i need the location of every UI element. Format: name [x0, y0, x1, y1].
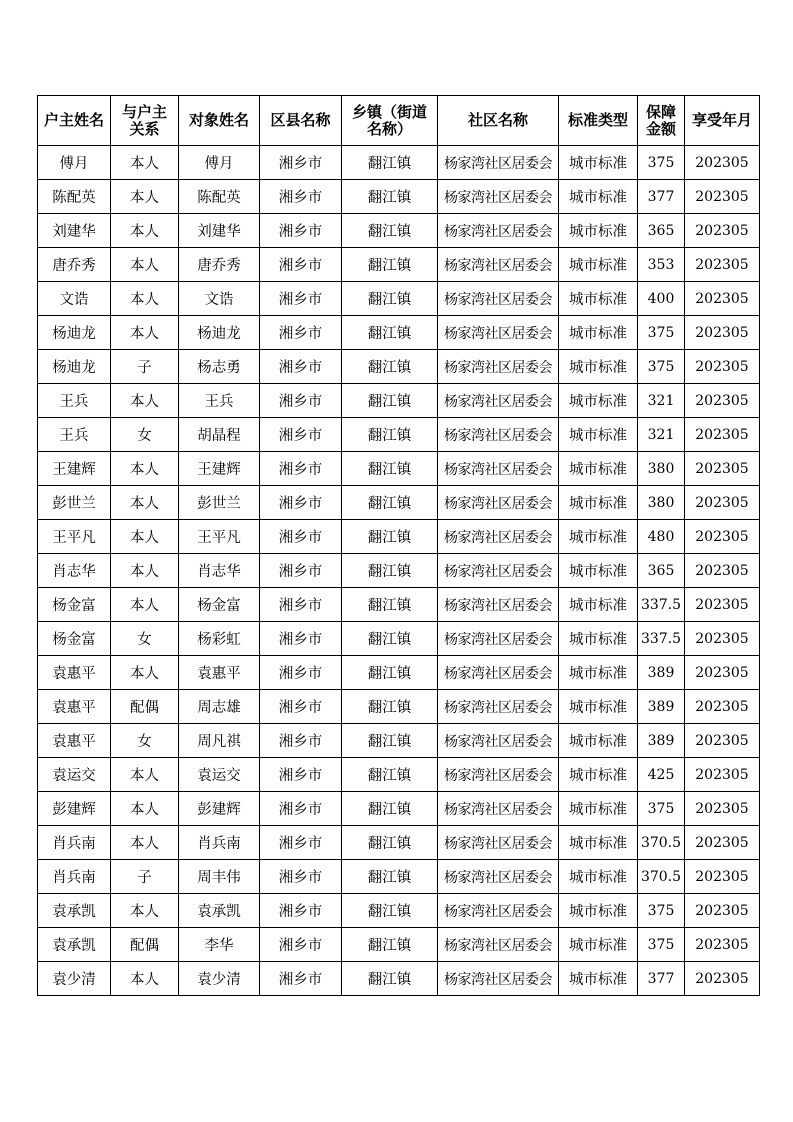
amount-cell: 400 [638, 282, 685, 316]
relation-cell: 本人 [111, 248, 179, 282]
relation-cell: 本人 [111, 316, 179, 350]
person-name-cell: 周凡祺 [179, 724, 260, 758]
county-cell: 湘乡市 [260, 384, 342, 418]
town-cell: 翻江镇 [342, 962, 438, 996]
table-row [38, 656, 760, 690]
county-cell: 湘乡市 [260, 792, 342, 826]
town-cell: 翻江镇 [342, 214, 438, 248]
town-cell: 翻江镇 [342, 384, 438, 418]
header-amount-line-2: 金额 [645, 119, 676, 138]
county-cell: 湘乡市 [260, 418, 342, 452]
town-cell: 翻江镇 [342, 894, 438, 928]
community-cell: 杨家湾社区居委会 [438, 758, 559, 792]
community-cell: 杨家湾社区居委会 [438, 180, 559, 214]
month-cell: 202305 [685, 214, 760, 248]
relation-cell: 本人 [111, 962, 179, 996]
standard-type-cell: 城市标准 [559, 486, 638, 520]
month-cell: 202305 [685, 690, 760, 724]
community-cell: 杨家湾社区居委会 [438, 384, 559, 418]
header-town [342, 96, 438, 146]
month-cell: 202305 [685, 282, 760, 316]
amount-cell: 480 [638, 520, 685, 554]
relation-cell: 本人 [111, 588, 179, 622]
county-cell: 湘乡市 [260, 316, 342, 350]
amount-cell: 377 [638, 962, 685, 996]
month-cell: 202305 [685, 894, 760, 928]
table-row [38, 588, 760, 622]
table-row [38, 520, 760, 554]
table-row [38, 792, 760, 826]
household-head-cell: 陈配英 [38, 180, 111, 214]
month-cell: 202305 [685, 350, 760, 384]
standard-type-cell: 城市标准 [559, 350, 638, 384]
month-cell: 202305 [685, 316, 760, 350]
household-head-cell: 袁承凯 [38, 894, 111, 928]
month-cell: 202305 [685, 452, 760, 486]
person-name-cell: 袁承凯 [179, 894, 260, 928]
household-head-cell: 王兵 [38, 384, 111, 418]
county-cell: 湘乡市 [260, 588, 342, 622]
household-head-cell: 王建辉 [38, 452, 111, 486]
community-cell: 杨家湾社区居委会 [438, 350, 559, 384]
county-cell: 湘乡市 [260, 860, 342, 894]
person-name-cell: 杨彩虹 [179, 622, 260, 656]
table-row [38, 758, 760, 792]
household-head-cell: 袁惠平 [38, 724, 111, 758]
header-community: 社区名称 [438, 96, 559, 146]
household-head-cell: 袁承凯 [38, 928, 111, 962]
relation-cell: 本人 [111, 894, 179, 928]
month-cell: 202305 [685, 860, 760, 894]
table-row [38, 724, 760, 758]
household-head-cell: 傅月 [38, 146, 111, 180]
household-head-cell: 杨金富 [38, 588, 111, 622]
standard-type-cell: 城市标准 [559, 384, 638, 418]
table-row [38, 316, 760, 350]
header-person: 对象姓名 [179, 96, 260, 146]
household-head-cell: 王兵 [38, 418, 111, 452]
month-cell: 202305 [685, 418, 760, 452]
town-cell: 翻江镇 [342, 690, 438, 724]
amount-cell: 389 [638, 656, 685, 690]
table-row [38, 282, 760, 316]
standard-type-cell: 城市标准 [559, 316, 638, 350]
county-cell: 湘乡市 [260, 826, 342, 860]
table-row [38, 384, 760, 418]
relation-cell: 本人 [111, 146, 179, 180]
standard-type-cell: 城市标准 [559, 248, 638, 282]
amount-cell: 380 [638, 452, 685, 486]
community-cell: 杨家湾社区居委会 [438, 452, 559, 486]
header-household-head: 户主姓名 [38, 96, 111, 146]
household-head-cell: 肖兵南 [38, 826, 111, 860]
table-row [38, 962, 760, 996]
household-head-cell: 袁惠平 [38, 690, 111, 724]
town-cell: 翻江镇 [342, 724, 438, 758]
town-cell: 翻江镇 [342, 758, 438, 792]
household-head-cell: 肖兵南 [38, 860, 111, 894]
person-name-cell: 袁惠平 [179, 656, 260, 690]
person-name-cell: 王建辉 [179, 452, 260, 486]
relation-cell: 本人 [111, 520, 179, 554]
table-body [38, 146, 760, 996]
household-head-cell: 袁惠平 [38, 656, 111, 690]
community-cell: 杨家湾社区居委会 [438, 214, 559, 248]
header-town-line-1: 乡镇（街道 [351, 102, 427, 121]
county-cell: 湘乡市 [260, 486, 342, 520]
person-name-cell: 彭世兰 [179, 486, 260, 520]
person-name-cell: 胡晶程 [179, 418, 260, 452]
amount-cell: 375 [638, 928, 685, 962]
standard-type-cell: 城市标准 [559, 554, 638, 588]
town-cell: 翻江镇 [342, 486, 438, 520]
household-head-cell: 唐乔秀 [38, 248, 111, 282]
standard-type-cell: 城市标准 [559, 588, 638, 622]
month-cell: 202305 [685, 758, 760, 792]
table-row [38, 146, 760, 180]
town-cell: 翻江镇 [342, 554, 438, 588]
person-name-cell: 肖志华 [179, 554, 260, 588]
table-row [38, 894, 760, 928]
town-cell: 翻江镇 [342, 452, 438, 486]
table-row [38, 486, 760, 520]
person-name-cell: 彭建辉 [179, 792, 260, 826]
county-cell: 湘乡市 [260, 180, 342, 214]
amount-cell: 375 [638, 792, 685, 826]
amount-cell: 375 [638, 894, 685, 928]
standard-type-cell: 城市标准 [559, 146, 638, 180]
community-cell: 杨家湾社区居委会 [438, 418, 559, 452]
relation-cell: 本人 [111, 180, 179, 214]
person-name-cell: 刘建华 [179, 214, 260, 248]
amount-cell: 380 [638, 486, 685, 520]
month-cell: 202305 [685, 622, 760, 656]
relation-cell: 子 [111, 350, 179, 384]
person-name-cell: 杨金富 [179, 588, 260, 622]
person-name-cell: 李华 [179, 928, 260, 962]
county-cell: 湘乡市 [260, 554, 342, 588]
county-cell: 湘乡市 [260, 894, 342, 928]
community-cell: 杨家湾社区居委会 [438, 724, 559, 758]
town-cell: 翻江镇 [342, 860, 438, 894]
household-head-cell: 王平凡 [38, 520, 111, 554]
table-row [38, 248, 760, 282]
amount-cell: 321 [638, 418, 685, 452]
community-cell: 杨家湾社区居委会 [438, 656, 559, 690]
table-row [38, 452, 760, 486]
town-cell: 翻江镇 [342, 418, 438, 452]
header-relation-line-1: 与户主 [121, 102, 167, 121]
county-cell: 湘乡市 [260, 520, 342, 554]
community-cell: 杨家湾社区居委会 [438, 622, 559, 656]
county-cell: 湘乡市 [260, 282, 342, 316]
header-amount-line-1: 保障 [645, 102, 676, 121]
month-cell: 202305 [685, 792, 760, 826]
relation-cell: 本人 [111, 554, 179, 588]
town-cell: 翻江镇 [342, 146, 438, 180]
amount-cell: 321 [638, 384, 685, 418]
household-head-cell: 杨迪龙 [38, 316, 111, 350]
standard-type-cell: 城市标准 [559, 894, 638, 928]
month-cell: 202305 [685, 962, 760, 996]
month-cell: 202305 [685, 724, 760, 758]
table-row [38, 826, 760, 860]
household-head-cell: 肖志华 [38, 554, 111, 588]
amount-cell: 370.5 [638, 860, 685, 894]
town-cell: 翻江镇 [342, 826, 438, 860]
town-cell: 翻江镇 [342, 180, 438, 214]
relation-cell: 本人 [111, 758, 179, 792]
relation-cell: 配偶 [111, 690, 179, 724]
header-row [38, 96, 760, 146]
person-name-cell: 杨志勇 [179, 350, 260, 384]
relation-cell: 本人 [111, 792, 179, 826]
standard-type-cell: 城市标准 [559, 656, 638, 690]
standard-type-cell: 城市标准 [559, 758, 638, 792]
household-head-cell: 彭建辉 [38, 792, 111, 826]
header-county: 区县名称 [260, 96, 342, 146]
county-cell: 湘乡市 [260, 724, 342, 758]
relation-cell: 本人 [111, 214, 179, 248]
standard-type-cell: 城市标准 [559, 792, 638, 826]
relation-cell: 本人 [111, 826, 179, 860]
amount-cell: 337.5 [638, 588, 685, 622]
amount-cell: 389 [638, 690, 685, 724]
town-cell: 翻江镇 [342, 520, 438, 554]
community-cell: 杨家湾社区居委会 [438, 588, 559, 622]
community-cell: 杨家湾社区居委会 [438, 962, 559, 996]
person-name-cell: 周志雄 [179, 690, 260, 724]
standard-type-cell: 城市标准 [559, 282, 638, 316]
standard-type-cell: 城市标准 [559, 724, 638, 758]
table-row [38, 690, 760, 724]
amount-cell: 353 [638, 248, 685, 282]
amount-cell: 375 [638, 316, 685, 350]
standard-type-cell: 城市标准 [559, 860, 638, 894]
standard-type-cell: 城市标准 [559, 452, 638, 486]
town-cell: 翻江镇 [342, 928, 438, 962]
month-cell: 202305 [685, 486, 760, 520]
header-standard: 标准类型 [559, 96, 638, 146]
community-cell: 杨家湾社区居委会 [438, 690, 559, 724]
standard-type-cell: 城市标准 [559, 214, 638, 248]
person-name-cell: 袁少清 [179, 962, 260, 996]
amount-cell: 377 [638, 180, 685, 214]
standard-type-cell: 城市标准 [559, 690, 638, 724]
table-row [38, 554, 760, 588]
person-name-cell: 袁运交 [179, 758, 260, 792]
month-cell: 202305 [685, 656, 760, 690]
month-cell: 202305 [685, 826, 760, 860]
community-cell: 杨家湾社区居委会 [438, 928, 559, 962]
relation-cell: 女 [111, 418, 179, 452]
household-head-cell: 袁少清 [38, 962, 111, 996]
amount-cell: 370.5 [638, 826, 685, 860]
community-cell: 杨家湾社区居委会 [438, 282, 559, 316]
county-cell: 湘乡市 [260, 962, 342, 996]
person-name-cell: 文诰 [179, 282, 260, 316]
community-cell: 杨家湾社区居委会 [438, 486, 559, 520]
table-row [38, 214, 760, 248]
month-cell: 202305 [685, 384, 760, 418]
amount-cell: 425 [638, 758, 685, 792]
header-month: 享受年月 [685, 96, 760, 146]
community-cell: 杨家湾社区居委会 [438, 146, 559, 180]
person-name-cell: 肖兵南 [179, 826, 260, 860]
amount-cell: 375 [638, 146, 685, 180]
person-name-cell: 王兵 [179, 384, 260, 418]
month-cell: 202305 [685, 146, 760, 180]
relation-cell: 本人 [111, 452, 179, 486]
county-cell: 湘乡市 [260, 690, 342, 724]
county-cell: 湘乡市 [260, 350, 342, 384]
standard-type-cell: 城市标准 [559, 622, 638, 656]
community-cell: 杨家湾社区居委会 [438, 792, 559, 826]
town-cell: 翻江镇 [342, 792, 438, 826]
county-cell: 湘乡市 [260, 452, 342, 486]
standard-type-cell: 城市标准 [559, 928, 638, 962]
table-row [38, 350, 760, 384]
header-relation [111, 96, 179, 146]
town-cell: 翻江镇 [342, 656, 438, 690]
month-cell: 202305 [685, 554, 760, 588]
relation-cell: 配偶 [111, 928, 179, 962]
month-cell: 202305 [685, 248, 760, 282]
community-cell: 杨家湾社区居委会 [438, 520, 559, 554]
person-name-cell: 杨迪龙 [179, 316, 260, 350]
standard-type-cell: 城市标准 [559, 962, 638, 996]
relation-cell: 本人 [111, 656, 179, 690]
table-row [38, 860, 760, 894]
amount-cell: 389 [638, 724, 685, 758]
county-cell: 湘乡市 [260, 622, 342, 656]
amount-cell: 337.5 [638, 622, 685, 656]
standard-type-cell: 城市标准 [559, 826, 638, 860]
household-head-cell: 袁运交 [38, 758, 111, 792]
amount-cell: 375 [638, 350, 685, 384]
standard-type-cell: 城市标准 [559, 520, 638, 554]
household-head-cell: 杨迪龙 [38, 350, 111, 384]
county-cell: 湘乡市 [260, 146, 342, 180]
standard-type-cell: 城市标准 [559, 180, 638, 214]
town-cell: 翻江镇 [342, 282, 438, 316]
table-row [38, 180, 760, 214]
relation-cell: 本人 [111, 486, 179, 520]
relation-cell: 女 [111, 724, 179, 758]
relation-cell: 子 [111, 860, 179, 894]
header-town-line-2: 名称） [366, 119, 412, 138]
household-head-cell: 刘建华 [38, 214, 111, 248]
month-cell: 202305 [685, 520, 760, 554]
table-row [38, 928, 760, 962]
header-amount [638, 96, 685, 146]
county-cell: 湘乡市 [260, 928, 342, 962]
person-name-cell: 傅月 [179, 146, 260, 180]
town-cell: 翻江镇 [342, 622, 438, 656]
person-name-cell: 王平凡 [179, 520, 260, 554]
town-cell: 翻江镇 [342, 248, 438, 282]
county-cell: 湘乡市 [260, 758, 342, 792]
table-row [38, 418, 760, 452]
town-cell: 翻江镇 [342, 316, 438, 350]
community-cell: 杨家湾社区居委会 [438, 860, 559, 894]
community-cell: 杨家湾社区居委会 [438, 894, 559, 928]
county-cell: 湘乡市 [260, 214, 342, 248]
relation-cell: 女 [111, 622, 179, 656]
community-cell: 杨家湾社区居委会 [438, 554, 559, 588]
community-cell: 杨家湾社区居委会 [438, 826, 559, 860]
month-cell: 202305 [685, 180, 760, 214]
community-cell: 杨家湾社区居委会 [438, 248, 559, 282]
county-cell: 湘乡市 [260, 248, 342, 282]
standard-type-cell: 城市标准 [559, 418, 638, 452]
person-name-cell: 周丰伟 [179, 860, 260, 894]
community-cell: 杨家湾社区居委会 [438, 316, 559, 350]
amount-cell: 365 [638, 554, 685, 588]
person-name-cell: 唐乔秀 [179, 248, 260, 282]
recipient-table [37, 95, 760, 996]
month-cell: 202305 [685, 928, 760, 962]
header-relation-line-2: 关系 [129, 119, 160, 138]
month-cell: 202305 [685, 588, 760, 622]
amount-cell: 365 [638, 214, 685, 248]
household-head-cell: 彭世兰 [38, 486, 111, 520]
person-name-cell: 陈配英 [179, 180, 260, 214]
town-cell: 翻江镇 [342, 588, 438, 622]
relation-cell: 本人 [111, 282, 179, 316]
household-head-cell: 杨金富 [38, 622, 111, 656]
relation-cell: 本人 [111, 384, 179, 418]
town-cell: 翻江镇 [342, 350, 438, 384]
table-row [38, 622, 760, 656]
county-cell: 湘乡市 [260, 656, 342, 690]
household-head-cell: 文诰 [38, 282, 111, 316]
